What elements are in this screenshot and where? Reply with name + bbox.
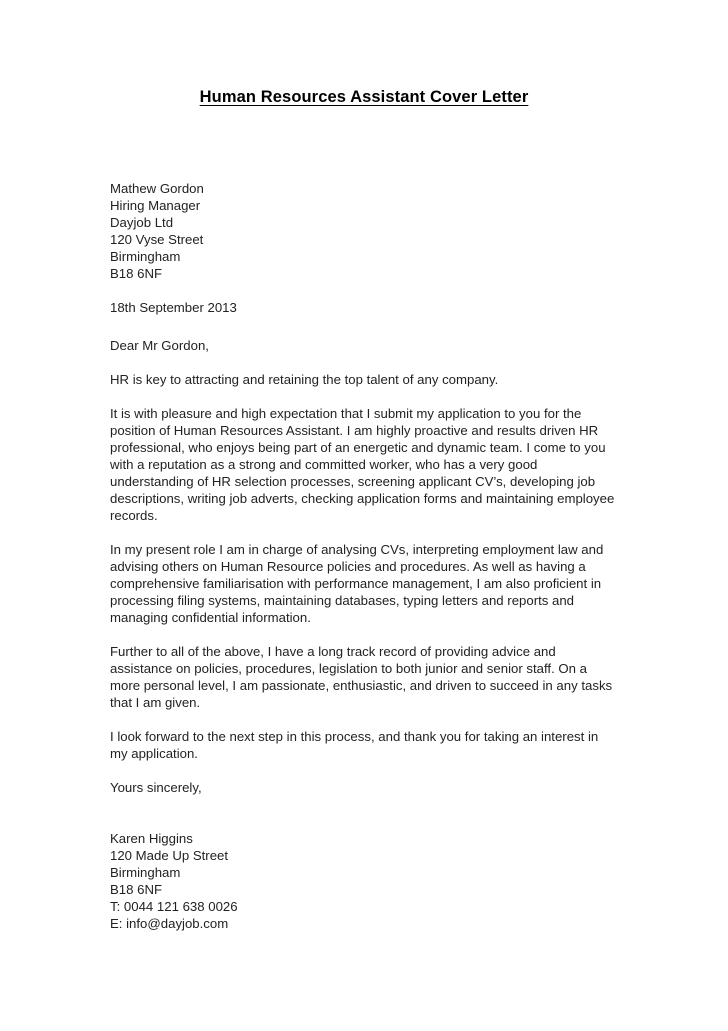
page-title [0,88,728,107]
recipient-address-block [110,180,616,282]
letter-date-text: 18th September 2013 [110,300,237,315]
body-paragraph: It is with pleasure and high expectation that I submit my application to you for the position of Human Resources Assistant. I am highly proactive and results driven HR professional, who enjoys being part of an energetic and dynamic team. I come to you with a reputation as a strong and committed worker, who has a very good understanding of HR selection processes, screening applicant CV’s, developing job descriptions, writing job adverts, checking application forms and maintaining employee records. [110,406,615,523]
sender-email: E: info@dayjob.com [110,916,229,931]
salutation-text: Dear Mr Gordon, [110,338,209,353]
recipient-job-title: Hiring Manager [110,198,201,213]
spacer-after-opening [110,388,616,405]
recipient-company: Dayjob Ltd [110,215,174,230]
sender-street: 120 Made Up Street [110,848,229,863]
sender-details-block [110,830,616,932]
letter-body [110,180,616,932]
body-paragraph: Further to all of the above, I have a long track record of providing advice and assistance on policies, procedures, legislation to both junior and senior staff. On a more personal level, I am passionate, enthusiastic, and driven to succeed in any tasks that I am given. [110,644,613,710]
signature-space [110,796,616,830]
recipient-name: Mathew Gordon [110,181,204,196]
sender-phone: T: 0044 121 638 0026 [110,899,238,914]
sender-city: Birmingham [110,865,181,880]
closing [110,779,616,796]
sender-name: Karen Higgins [110,831,193,846]
recipient-postcode: B18 6NF [110,266,163,281]
body-paragraph: I look forward to the next step in this process, and thank you for taking an interest in my application. [110,729,599,761]
spacer-after-recipient [110,282,616,299]
spacer-after-date [110,316,616,337]
spacer-after-salutation [110,354,616,371]
page-title-text: Human Resources Assistant Cover Letter [199,88,529,106]
salutation [110,337,616,354]
opening-line [110,371,616,388]
closing-text: Yours sincerely, [110,780,202,795]
recipient-city: Birmingham [110,249,181,264]
sender-postcode: B18 6NF [110,882,163,897]
letter-date [110,299,616,316]
body-paragraph: In my present role I am in charge of analysing CVs, interpreting employment law and advising others on Human Resource policies and procedures. As well as having a comprehensive familiarisation with performance management, I am also proficient in processing filing systems, maintaining databases, typing letters and reports and managing confidential information. [110,542,604,625]
recipient-street: 120 Vyse Street [110,232,204,247]
opening-line-text: HR is key to attracting and retaining the top talent of any company. [110,372,499,387]
